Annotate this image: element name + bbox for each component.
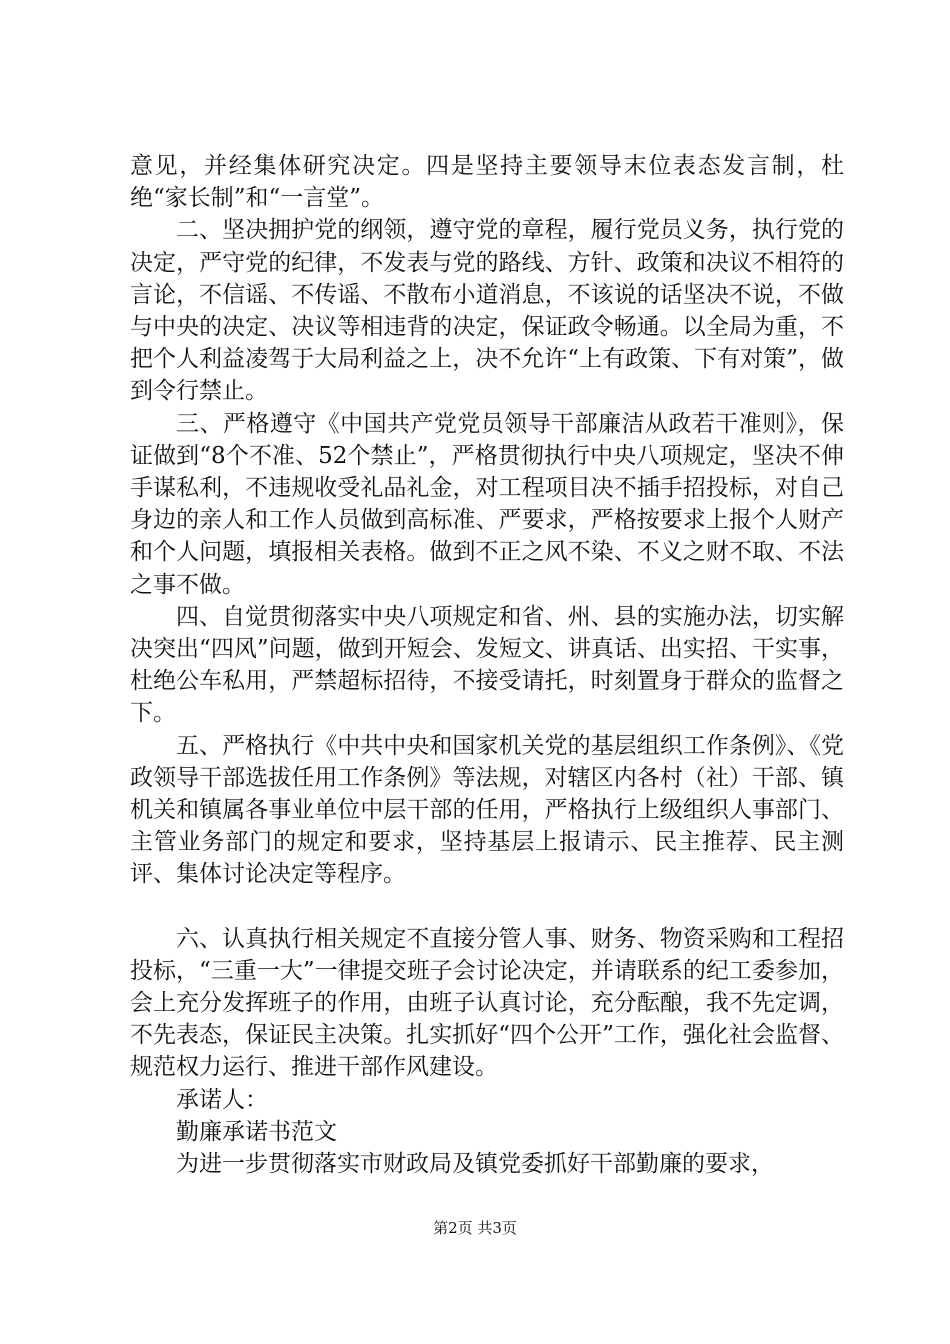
paragraph-item-6: 六、认真执行相关规定不直接分管人事、财务、物资采购和工程招投标，“三重一大”一律提交班子会讨论决定，并请联系的纪工委参加，会上充分发挥班子的作用，由班子认真讨论，充分酝酿，我不先定调，不先表态，保证民主决策。扎实抓好“四个公开”工作，强化社会监督、规范权力运行、推进干部作风建设。 — [130, 925, 844, 1081]
paragraph-intro: 为进一步贯彻落实市财政局及镇党委抓好干部勤廉的要求， — [176, 1151, 774, 1178]
page-footer: 第2页 共3页 — [433, 1219, 517, 1237]
paragraph-item-3: 三、严格遵守《中国共产党党员领导干部廉洁从政若干准则》，保证做到“8个不准、52个禁止”，严格贯彻执行中央八项规定，坚决不伸手谋私利，不违规收受礼品礼金，对工程项目决不插手招投标，对自己身边的亲人和工作人员做到高标准、严要求，严格按要求上报个人财产和个人问题，填报相关表格。做到不正之风不染、不义之财不取、不法之事不做。 — [130, 410, 844, 598]
paragraph-item-2: 二、坚决拥护党的纲领，遵守党的章程，履行党员义务，执行党的决定，严守党的纪律，不发表与党的路线、方针、政策和决议不相符的言论，不信谣、不传谣、不散布小道消息，不该说的话坚决不说，不做与中央的决定、决议等相违背的决定，保证政令畅通。以全局为重，不把个人利益凌驾于大局利益之上，决不允许“上有政策、下有对策”，做到令行禁止。 — [130, 217, 844, 405]
document-body — [130, 150, 844, 1180]
signature-label: 承诺人： — [176, 1086, 268, 1113]
paragraph-continuation: 意见，并经集体研究决定。四是坚持主要领导末位表态发言制，杜绝“家长制”和“一言堂”。 — [130, 153, 844, 212]
paragraph-item-4: 四、自觉贯彻落实中央八项规定和省、州、县的实施办法，切实解决突出“四风”问题，做到开短会、发短文、讲真话、出实招、干实事，杜绝公车私用，严禁超标招待，不接受请托，时刻置身于群众的监督之下。 — [130, 603, 844, 727]
section-heading: 勤廉承诺书范文 — [176, 1118, 337, 1145]
paragraph-item-5: 五、严格执行《中共中央和国家机关党的基层组织工作条例》、《党政领导干部选拔任用工作条例》等法规，对辖区内各村（社）干部、镇机关和镇属各事业单位中层干部的任用，严格执行上级组织人事部门、主管业务部门的规定和要求，坚持基层上报请示、民主推荐、民主测评、集体讨论决定等程序。 — [130, 732, 844, 888]
